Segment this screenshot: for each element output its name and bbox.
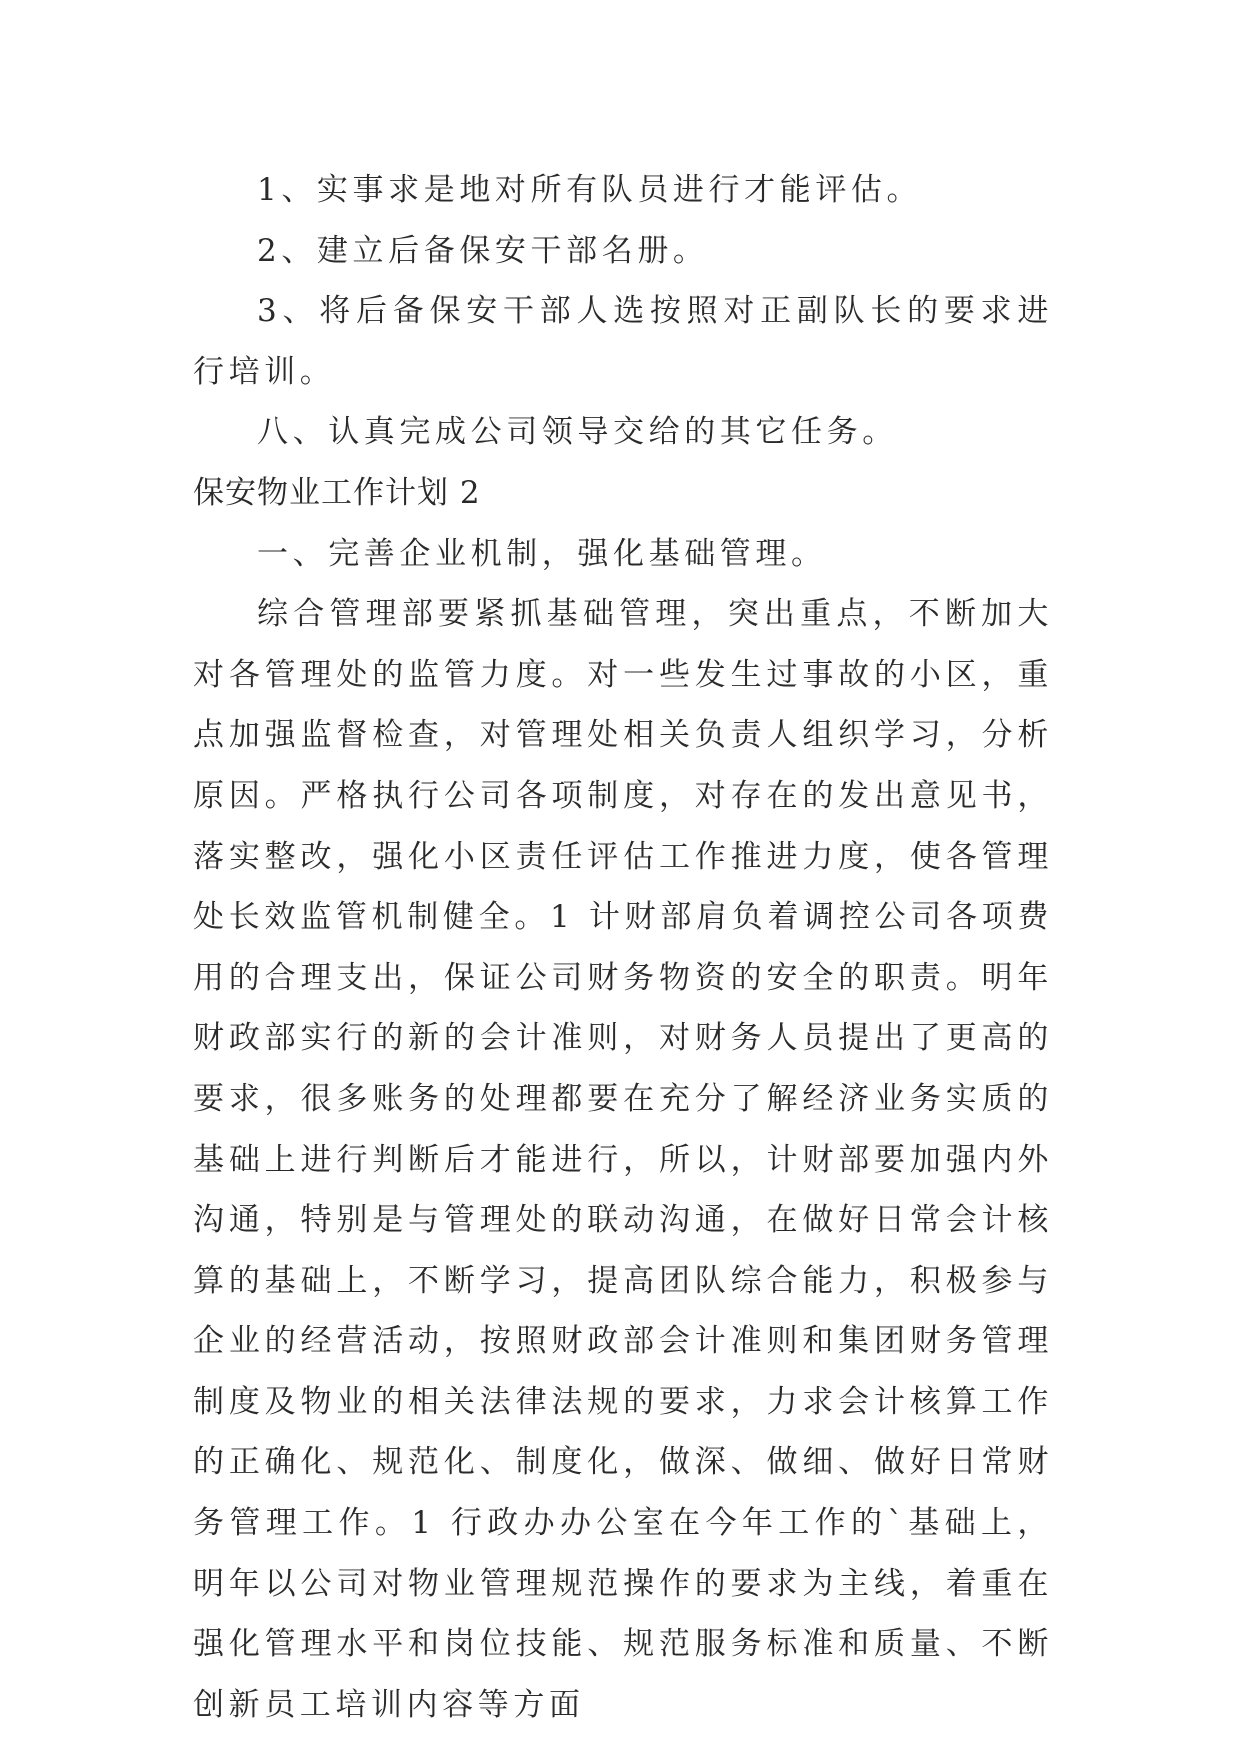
paragraph-item-3: 3、将后备保安干部人选按照对正副队长的要求进行培训。 bbox=[193, 293, 1053, 390]
paragraph-item-2: 2、建立后备保安干部名册。 bbox=[257, 232, 709, 269]
paragraph-item-1: 1、实事求是地对所有队员进行才能评估。 bbox=[257, 172, 923, 208]
paragraph-body: 综合管理部要紧抓基础管理，突出重点，不断加大对各管理处的监管力度。对一些发生过事故的小区，重点加强监督检查，对管理处相关负责人组织学习，分析原因。严格执行公司各项制度，对存在的发出意见书，落实整改，强化小区责任评估工作推进力度，使各管理处长效监管机制健全。1 计财部肩负着调控公司各项费用的合理支出，保证公司财务物资的安全的职责。明年财政部实行的新的会计准则，对财务人员提出了更高的要求，很多账务的处理都要在充分了解经济业务实质的基础上进行判断后才能进行，所以，计财部要加强内外沟通，特别是与管理处的联动沟通，在做好日常会计核算的基础上，不断学习，提高团队综合能力，积极参与企业的经营活动，按照财政部会计准则和集团财务管理制度及物业的相关法律法规的要求，力求会计核算工作的正确化、规范化、制度化，做深、做细、做好日常财务管理工作。1 行政办办公室在今年工作的`基础上，明年以公司对物业管理规范操作的要求为主线，着重在强化管理水平和岗位技能、规范服务标准和质量、不断创新员工培训内容等方面 bbox=[193, 596, 1053, 1723]
paragraph-item-8: 八、认真完成公司领导交给的其它任务。 bbox=[257, 414, 898, 451]
document-body bbox=[193, 160, 1053, 1735]
paragraph-section-1: 一、完善企业机制，强化基础管理。 bbox=[257, 535, 827, 572]
section-heading: 保安物业工作计划 2 bbox=[193, 474, 481, 511]
